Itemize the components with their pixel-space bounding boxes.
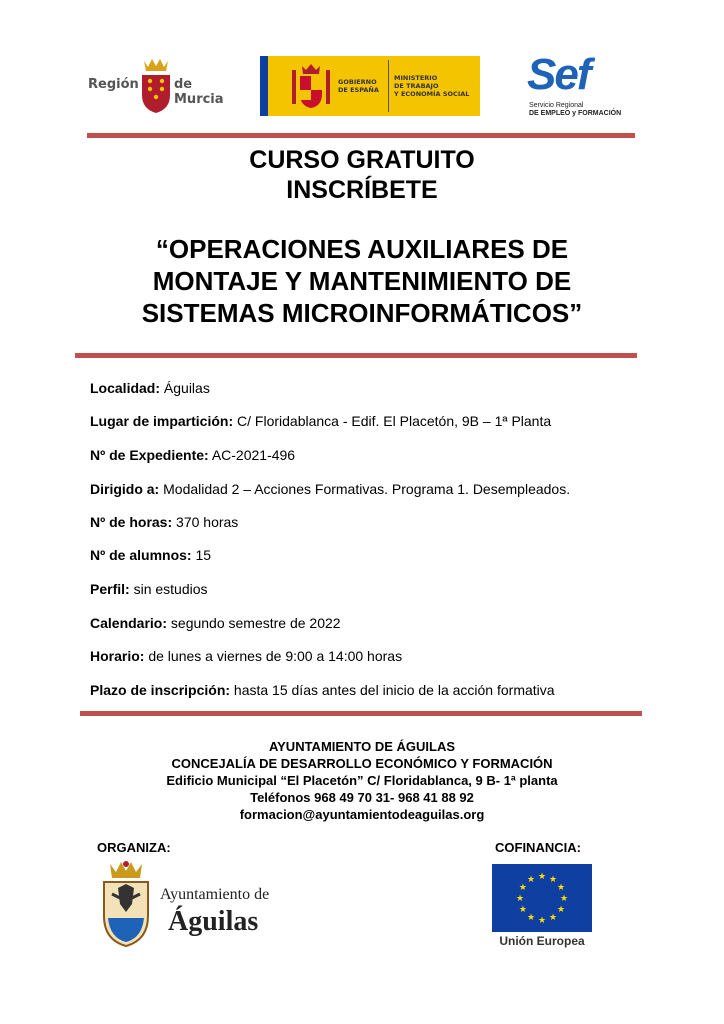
contact-email[interactable]: formacion@ayuntamientodeaguilas.org <box>239 807 485 822</box>
course-name-line-2: MONTAJE Y MANTENIMIENTO DE <box>152 266 572 296</box>
detail-label: Perfil: <box>90 581 130 597</box>
region-logo-text-left: Región <box>88 77 139 92</box>
sef-subtitle-line-1: Servicio Regional <box>529 102 584 109</box>
details-divider <box>80 711 642 716</box>
detail-label: Nº de Expediente: <box>90 447 209 463</box>
organiza-label: ORGANIZA: <box>97 840 171 855</box>
sef-logo-mark: Sef <box>527 50 590 99</box>
detail-value: hasta 15 días antes del inicio de la acción formativa <box>230 682 555 698</box>
contact-org: AYUNTAMIENTO DE ÁGUILAS <box>268 739 456 754</box>
title-line-2: INSCRÍBETE <box>286 176 438 204</box>
eu-star-icon: ★ <box>557 882 566 892</box>
eu-star-icon: ★ <box>526 912 536 923</box>
detail-label: Calendario: <box>90 615 168 631</box>
detail-label: Nº de horas: <box>90 514 173 530</box>
murcia-shield-icon <box>138 57 174 115</box>
cofinancia-label: COFINANCIA: <box>495 840 581 855</box>
contact-phones: Teléfonos 968 49 70 31- 968 41 88 92 <box>250 790 474 805</box>
gov-right-line-2: DE TRABAJO <box>394 82 439 90</box>
detail-value: AC-2021-496 <box>208 447 296 463</box>
title-divider <box>75 353 637 358</box>
eu-flag-logo <box>492 864 592 932</box>
detail-row-localidad <box>90 380 210 396</box>
gov-left-line-2: DE ESPAÑA <box>338 86 379 94</box>
top-divider <box>87 133 635 138</box>
detail-value: Modalidad 2 – Acciones Formativas. Programa 1. Desempleados. <box>159 481 571 497</box>
detail-label: Localidad: <box>90 380 161 396</box>
detail-value: sin estudios <box>129 581 208 597</box>
aguilas-coat-of-arms-icon <box>98 858 154 950</box>
sef-logo <box>527 50 627 122</box>
ayto-logo-text-top: Ayuntamiento de <box>160 886 270 903</box>
detail-row-plazo <box>90 682 555 698</box>
eu-star-icon: ★ <box>559 893 569 903</box>
gov-divider <box>388 60 389 112</box>
contact-department: CONCEJALÍA DE DESARROLLO ECONÓMICO Y FORMACIÓN <box>171 756 553 771</box>
gov-right-line-3: Y ECONOMÍA SOCIAL <box>394 90 470 98</box>
sef-subtitle <box>529 102 621 118</box>
eu-stars-icon <box>492 864 592 932</box>
spain-coat-of-arms-icon <box>290 62 332 110</box>
page-title <box>0 145 724 205</box>
eu-star-icon: ★ <box>548 912 558 923</box>
course-name <box>0 233 724 329</box>
course-name-line-1: “OPERACIONES AUXILIARES DE <box>155 234 569 264</box>
detail-value: 15 <box>191 547 212 563</box>
detail-row-horario <box>90 648 402 664</box>
detail-row-expediente <box>90 447 295 463</box>
eu-star-icon: ★ <box>515 893 525 903</box>
contact-address: Edificio Municipal “El Placetón” C/ Floridablanca, 9 B- 1ª planta <box>166 773 558 788</box>
ayto-logo-text-big: Águilas <box>168 906 259 937</box>
course-name-line-3: SISTEMAS MICROINFORMÁTICOS” <box>141 298 583 328</box>
title-line-1: CURSO GRATUITO <box>249 146 475 174</box>
eu-strip <box>260 56 268 116</box>
sef-subtitle-line-2: DE EMPLEO y FORMACIÓN <box>529 110 622 117</box>
eu-star-icon: ★ <box>526 873 536 884</box>
detail-value: C/ Floridablanca - Edif. El Placetón, 9B – 1ª Planta <box>233 413 552 429</box>
gov-left-line-1: GOBIERNO <box>338 78 377 86</box>
detail-row-lugar <box>90 413 551 429</box>
gov-text-right <box>394 74 469 98</box>
gov-text-left <box>338 78 379 94</box>
detail-label: Lugar de impartición: <box>90 413 234 429</box>
detail-value: de lunes a viernes de 9:00 a 14:00 horas <box>144 648 403 664</box>
detail-label: Horario: <box>90 648 145 664</box>
eu-star-icon: ★ <box>548 873 558 884</box>
region-murcia-logo <box>88 55 240 117</box>
contact-block <box>0 738 724 823</box>
detail-row-horas <box>90 514 238 530</box>
ayuntamiento-aguilas-logo <box>98 858 298 950</box>
eu-star-icon: ★ <box>537 871 547 881</box>
detail-row-calendario <box>90 615 341 631</box>
eu-label: Unión Europea <box>499 934 585 948</box>
detail-value: Águilas <box>160 380 210 396</box>
eu-star-icon: ★ <box>518 904 527 914</box>
detail-value: 370 horas <box>172 514 239 530</box>
gov-right-line-1: MINISTERIO <box>394 74 438 82</box>
detail-label: Plazo de inscripción: <box>90 682 231 698</box>
eu-star-icon: ★ <box>537 915 547 925</box>
region-logo-text-right: de Murcia <box>174 77 224 107</box>
eu-star-icon: ★ <box>518 882 527 892</box>
gobierno-espana-logo <box>260 56 480 116</box>
detail-row-alumnos <box>90 547 211 563</box>
detail-row-dirigido <box>90 481 570 497</box>
detail-row-perfil <box>90 581 208 597</box>
detail-label: Dirigido a: <box>90 481 160 497</box>
detail-value: segundo semestre de 2022 <box>167 615 341 631</box>
detail-label: Nº de alumnos: <box>90 547 192 563</box>
eu-star-icon: ★ <box>557 904 566 914</box>
